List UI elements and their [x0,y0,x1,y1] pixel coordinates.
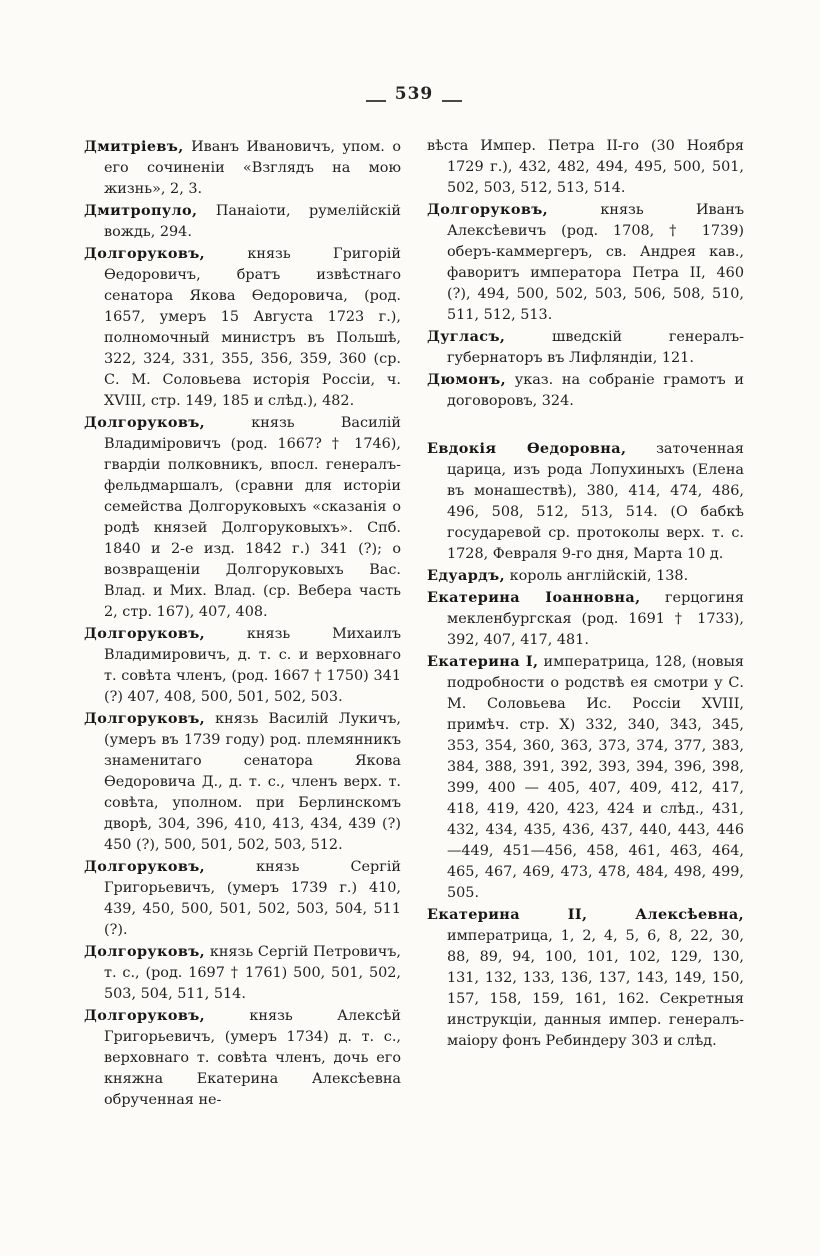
index-entry [427,651,744,904]
entry-text: императрица, 128, (новыя подробности о родствѣ ея смотри у С. М. Соловьева Ис. Россіи XVIII, примѣч. стр. X) 332, 340, 343, 345, 353, 354, 360, 363, 373, 374, 377, 383, 384, 388, 391, 392, 393, 394, 396, 398, 399, 400 — 405, 407, 409, 412, 417, 418, 419, 420, 423, 424 и слѣд., 431, 432, 434, 435, 436, 437, 440, 443, 446—449, 451—456, 458, 461, 463, 464, 465, 467, 469, 473, 478, 484, 498, 499, 505. [447,654,745,901]
column-left [84,136,401,1111]
entry-headword: Екатерина II, Алексѣевна, [427,906,744,923]
entry-text: Панаіоти, румелійскій вождь, 294. [104,203,401,240]
entry-headword: Дмитропуло, [84,202,198,219]
index-entry [427,369,744,412]
index-entry [84,412,401,623]
index-entry [84,856,401,941]
page-number [84,84,744,104]
index-entry [84,708,401,856]
entry-text: герцогиня мекленбургская (род. 1691 † 1733), 392, 407, 417, 481. [447,590,745,648]
page-number-value: 539 [394,84,434,104]
index-entry [84,200,401,243]
entry-text: шведскій генералъ-губернаторъ въ Лифляндіи, 121. [447,329,744,366]
entry-text: король англійскій, 138. [505,568,689,584]
entry-text: заточенная царица, изъ рода Лопухиныхъ (Елена въ монашествѣ), 380, 414, 474, 486, 496, 508, 512, 513, 514. (О бабкѣ государевой ср. протоколы верх. т. с. 1728, Февраля 9-го дня, Марта 10 д. [447,441,744,562]
page-number-rule-left [366,100,386,102]
entry-headword: Долгоруковъ, [84,245,206,262]
index-entry [427,904,744,1052]
index-entry [427,565,744,587]
entry-text: князь Михаилъ Владимировичъ, д. т. с. и верховнаго т. совѣта членъ, (род. 1667 † 1750) 341 (?) 407, 408, 500, 501, 502, 503. [104,626,401,705]
page-number-rule-right [442,100,462,102]
index-entry [427,438,744,565]
entry-text: императрица, 1, 2, 4, 5, 6, 8, 22, 30, 88, 89, 94, 100, 101, 102, 129, 130, 131, 132, 133, 136, 137, 143, 149, 150, 157, 158, 159, 161, 162. Секретныя инструкціи, данныя импер. генералъ-маіору фонъ Ребиндеру 303 и слѣд. [447,928,744,1049]
entry-headword: Долгоруковъ, [84,1007,206,1024]
index-entry [84,243,401,412]
index-entry-continuation [427,136,744,199]
column-right [427,136,744,1052]
entry-text: князь Сергій Григорьевичъ, (умеръ 1739 г.) 410, 439, 450, 500, 501, 502, 503, 504, 511 (?). [104,859,401,938]
entry-text: князь Василій Владиміровичъ (род. 1667? † 1746), гвардіи полковникъ, впосл. генералъ-фельдмаршалъ, (сравни для исторіи семейства Долгоруковыхъ «сказанія о родѣ князей Долгоруковыхъ». Спб. 1840 и 2-е изд. 1842 г.) 341 (?); о возвращеніи Долгоруковыхъ Вас. Влад. и Мих. Влад. (ср. Вебера часть 2, стр. 167), 407, 408. [104,415,401,620]
index-entry [84,623,401,708]
entry-text: князь Иванъ Алексѣевичъ (род. 1708, † 1739) оберъ-каммергеръ, св. Андрея кав., фаворитъ императора Петра II, 460 (?), 494, 500, 502, 503, 506, 508, 510, 511, 512, 513. [447,202,744,323]
entry-headword: Евдокія Ѳедоровна, [427,440,627,457]
entry-text: князь Василій Лукичъ, (умеръ въ 1739 году) род. племянникъ знаменитаго сенатора Якова Ѳедоровича Д., д. т. с., членъ верх. т. совѣта, уполном. при Берлинскомъ дворѣ, 304, 396, 410, 413, 434, 439 (?) 450 (?), 500, 501, 502, 503, 512. [104,711,401,853]
entry-headword: Долгоруковъ, [84,710,206,727]
index-entry [84,941,401,1005]
entry-text: указ. на собраніе грамотъ и договоровъ, 324. [447,372,744,409]
index-entry [427,587,744,651]
entry-text: князь Алексѣй Григорьевичъ, (умеръ 1734) д. т. с., верховнаго т. совѣта членъ, дочь его княжна Екатерина Алексѣевна обрученная не- [104,1008,401,1108]
entry-headword: Дюмонъ, [427,371,507,388]
index-entry [84,136,401,200]
entry-text: вѣста Импер. Петра II-го (30 Ноября 1729 г.), 432, 482, 494, 495, 500, 501, 502, 503, 512, 513, 514. [427,138,744,196]
entry-text: Иванъ Ивановичъ, упом. о его сочиненіи «Взглядъ на мою жизнь», 2, 3. [104,139,401,197]
entry-headword: Долгоруковъ, [427,201,549,218]
entry-headword: Дмитріевъ, [84,138,184,155]
entry-headword: Дугласъ, [427,328,506,345]
index-entry [84,1005,401,1111]
entry-text: князь Сергій Петровичъ, т. с., (род. 1697 † 1761) 500, 501, 502, 503, 504, 511, 514. [104,944,401,1002]
index-columns [84,136,744,1111]
entry-headword: Едуардъ, [427,567,505,584]
entry-headword: Долгоруковъ, [84,858,206,875]
entry-headword: Екатерина I, [427,653,539,670]
entry-headword: Долгоруковъ, [84,943,206,960]
entry-text: князь Григорій Ѳедоровичъ, братъ извѣстнаго сенатора Якова Ѳедоровича, (род. 1657, умеръ 15 Августа 1723 г.), полномочный министръ въ Польшѣ, 322, 324, 331, 355, 356, 359, 360 (ср. С. М. Соловьева исторія Россіи, ч. XVIII, стр. 149, 185 и слѣд.), 482. [104,246,401,409]
index-entry [427,326,744,369]
entry-headword: Екатерина Іоанновна, [427,589,641,606]
entry-headword: Долгоруковъ, [84,625,206,642]
index-entry [427,199,744,326]
entry-headword: Долгоруковъ, [84,414,206,431]
